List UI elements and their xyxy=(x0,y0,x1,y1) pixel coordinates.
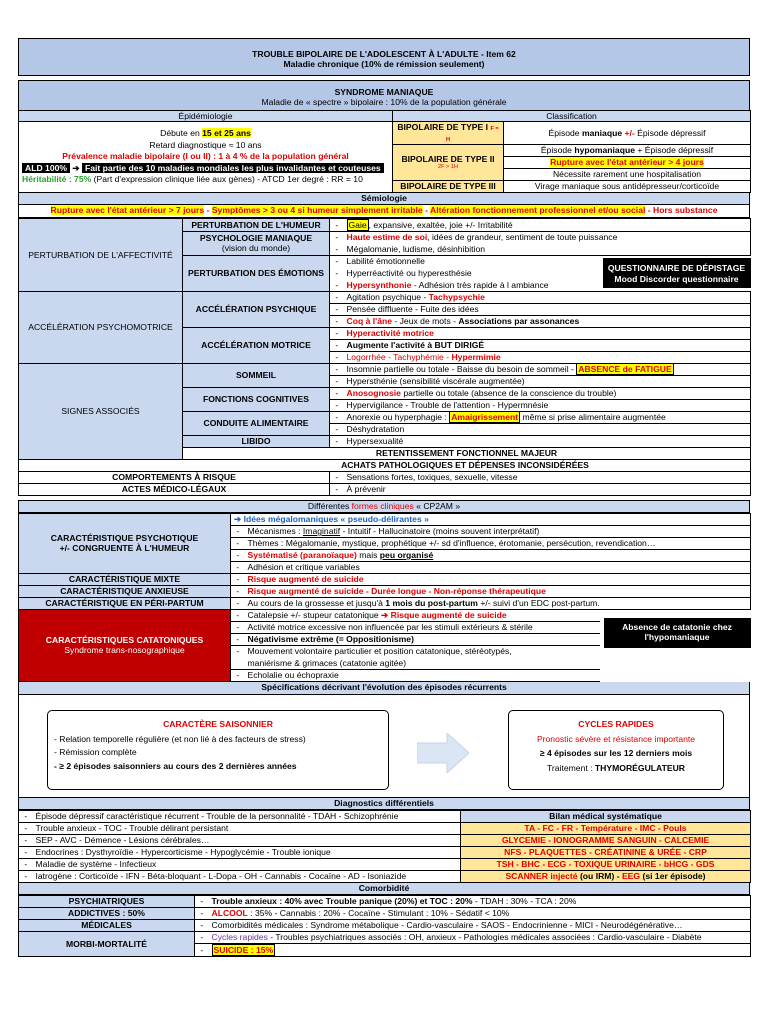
peri-value: Au cours de la grossesse et jusqu'à 1 mois du post-partum +/- suivi d'un EDC post-partum. xyxy=(245,597,751,609)
comorb-table: PSYCHIATRIQUES - Trouble anxieux : 40% avec Trouble panique (20%) et TOC : 20% - TDAH : 30% - TCA : 20% ADDICTIVES : 50% - ALCOOL : 35% - Cannabis : 20% - Cocaïne - Stimulant : 10% - Sédatif < 10% MÉDICALES - Comorbidités médicales : Syndrome métabolique - Cardio-vasculaire - SAOS - Endocrinienne - MICI - Neurodégénérative… MORBI-MORTALITÉ - Cycles rapides - Troubles psychiatriques associés : OH, anxieux - Pathologies médicales associées : Cardio-vasculaire - Diabète - SUICIDE : 15% xyxy=(18,895,751,957)
ps-line2: Mécanismes : Imaginatif - Intuitif - Hallucinatoire (moins souvent interprétatif) xyxy=(245,525,751,537)
ap-line3: Coq à l'âne - Jeux de mots - Associations par assonances xyxy=(344,315,751,327)
mm-line2: SUICIDE : 15% xyxy=(209,943,751,956)
specif-panel xyxy=(18,695,750,798)
ca1: Catalepsie +/- stupeur catatonique ➔ Risque augmenté de suicide xyxy=(245,609,600,621)
saison-line1: - Relation temporelle régulière (et non lié à des facteurs de stress) xyxy=(54,734,306,745)
ap-line2: Pensée diffluente - Fuite des idées xyxy=(344,303,751,315)
bilan-item: TSH - BHC - ECG - TOXIQUE URINAIRE - bHCG - GDS xyxy=(461,858,751,870)
diag-item: Endocrines : Dysthyroïdie - Hypercorticisme - Hypoglycémie - Trouble ionique xyxy=(33,846,461,858)
psycho-line1: Haute estime de soi, idées de grandeur, sentiment de toute puissance xyxy=(344,231,751,243)
conduite-label: CONDUITE ALIMENTAIRE xyxy=(183,411,330,435)
diag-table: - Épisode dépressif caractéristique récurrent - Trouble de la personnalité - TDAH - Schizophrénie Bilan médical systématique - Trouble anxieux - TOC - Trouble délirant persistant TA - FC - FR - Température - IMC - Pouls - SEP - AVC - Démence - Lésions cérébrales… GLYCEMIE - IONOGRAMME SANGUIN - CALCEMIE - Endocrines : Dysthyroïdie - Hypercorticisme - Hypoglycémie - Trouble ionique NFS - PLAQUETTES - CRÉATININE & URÉE - CRP - Maladie de système - Infectieux TSH - BHC - ECG - TOXIQUE URINAIRE - bHCG - GDS - Iatrogène : Corticoïde - IFN - Béta-bloquant - L-Dopa - OH - Cannabis - Cocaïne - AD - Isoniazide SCANNER injecté (ou IRM) - EEG (si 1er épisode) xyxy=(18,810,751,883)
cycles-box xyxy=(508,710,724,790)
cycles-line3: Traitement : THYMORÉGULATEUR xyxy=(547,762,685,773)
type2-line2: Rupture avec l'état antérieur > 4 jours xyxy=(504,156,751,168)
syndrome-subtitle: Maladie de « spectre » bipolaire : 10% de la population générale xyxy=(261,97,507,108)
psy-value: Trouble anxieux : 40% avec Trouble panique (20%) et TOC : 20% - TDAH : 30% - TCA : 20% xyxy=(209,895,751,907)
epidemio-line3: Prévalence maladie bipolaire (I ou II) : 1 à 4 % de la population général xyxy=(62,151,349,162)
title-box xyxy=(18,38,750,76)
type2-line3: Nécessite rarement une hospitalisation xyxy=(504,168,751,180)
type1-label: BIPOLAIRE DE TYPE I F = H xyxy=(393,122,504,144)
cycles-line2: ≥ 4 épisodes sur les 12 derniers mois xyxy=(539,748,693,759)
syndrome-title: SYNDROME MANIAQUE xyxy=(334,87,434,97)
actes-label: ACTES MÉDICO-LÉGAUX xyxy=(19,483,330,495)
libido-label: LIBIDO xyxy=(183,435,330,447)
fc-line2: Hypervigilance - Trouble de l'attention - Hypermnésie xyxy=(344,399,751,411)
psycho-line2: Mégalomanie, ludisme, désinhibition xyxy=(344,243,751,255)
retentissement: RETENTISSEMENT FONCTIONNEL MAJEUR xyxy=(183,447,751,459)
ca3: Négativisme extrême (= Oppositionisme) xyxy=(245,633,600,645)
ap-line1: Agitation psychique - Tachypsychie xyxy=(344,291,751,303)
epidemio-line2: Retard diagnostique ≈ 10 ans xyxy=(149,139,262,150)
saison-line3: - ≥ 2 épisodes saisonniers au cours des 2 dernières années xyxy=(54,760,297,771)
saison-title: CARACTÈRE SAISONNIER xyxy=(163,718,273,729)
semio-title: Sémiologie xyxy=(18,193,750,205)
emo-line3: Hypersynthonie - Adhésion très rapide à l ambiance xyxy=(344,279,599,291)
diag-item: Trouble anxieux - TOC - Trouble délirant persistant xyxy=(33,822,461,834)
syndrome-header xyxy=(18,80,750,110)
page xyxy=(18,38,750,957)
diag-item: Épisode dépressif caractéristique récurrent - Trouble de la personnalité - TDAH - Schizophrénie xyxy=(33,810,461,822)
signes-label: SIGNES ASSOCIÉS xyxy=(19,363,183,459)
peri-label: CARACTÉRISTIQUE EN PÉRI-PARTUM xyxy=(19,597,231,609)
epidemio-title: Épidémiologie xyxy=(19,111,393,122)
saison-box xyxy=(47,710,389,790)
page-title: TROUBLE BIPOLAIRE DE L'ADOLESCENT À L'ADULTE - Item 62 xyxy=(252,49,516,59)
morbi-label: MORBI-MORTALITÉ xyxy=(19,931,195,956)
type3-desc: Virage maniaque sous antidépresseur/corticoïde xyxy=(504,180,751,192)
diag-item: Maladie de système - Infectieux xyxy=(33,858,461,870)
bilan-item: TA - FC - FR - Température - IMC - Pouls xyxy=(461,822,751,834)
cycles-line1: Pronostic sévère et résistance importante xyxy=(536,734,696,745)
saison-line2: - Rémission complète xyxy=(54,747,137,758)
epidemio-line5: Héritabilité : 75% (Part d'expression clinique liée aux gènes) - ATCD 1er degré : RR = 10 xyxy=(22,174,363,185)
comport-value: Sensations fortes, toxiques, sexuelle, vitesse xyxy=(344,471,751,483)
ca-line2: Déshydratation xyxy=(344,423,751,435)
semio-table: PERTURBATION DE L'AFFECTIVITÉ PERTURBATION DE L'HUMEUR - Gaie , expansive, exaltée, joie +/- Irritabilité PSYCHOLOGIE MANIAQUE (vision du monde) - Haute estime de soi, idées de grandeur, sentiment de toute puissance - Mégalomanie, ludisme, désinhibition PERTURBATION DES ÉMOTIONS - Labilité émotionnelle QUESTIONNAIRE DE DÉPISTAGE Mood Discorder questionnaire - Hyperréactivité ou hyperesthésie - Hypersynthonie - Adhésion très rapide à l ambiance ACCÉLÉRATION PSYCHOMOTRICE ACCÉLÉRATION PSYCHIQUE - Agitation psychique - Tachypsychie - Pensée diffluente - Fuite des idées - Coq à l'âne - Jeux de mots - Associations par assonances ACCÉLÉRATION MOTRICE - Hyperactivité motrice - Augmente l'activité à BUT DIRIGÉ - Logorrhée - Tachyphémie - Hypermimie SIGNES ASSOCIÉS SOMMEIL - Insomnie partielle ou totale - Baisse du besoin de sommeil - ABSENCE de FATIGUE - Hypersthénie (sensibilité viscérale augmentée) FONCTIONS COGNITIVES - Anosognosie partielle ou totale (absence de la conscience du trouble) - Hypervigilance - Trouble de l'attention - Hypermnésie CONDUITE ALIMENTAIRE - Anorexie ou hyperphagie : Amaigrissement même si prise alimentaire augmentée - Déshydratation LIBIDO - Hypersexualité RETENTISSEMENT FONCTIONNEL MAJEUR ACHATS PATHOLOGIQUES ET DÉPENSES INCONSIDÉRÉES COMPORTEMENTS À RISQUE - Sensations fortes, toxiques, sexuelle, vitesse ACTES MÉDICO-LÉGAUX - À prévenir xyxy=(18,218,751,496)
page-subtitle: Maladie chronique (10% de rémission seulement) xyxy=(283,59,485,70)
som-line1: Insomnie partielle ou totale - Baisse du besoin de sommeil - ABSENCE de FATIGUE xyxy=(344,363,751,375)
cycles-title: CYCLES RAPIDES xyxy=(578,718,654,729)
ps-line5: Adhésion et critique variables xyxy=(245,561,751,573)
diag-item: SEP - AVC - Démence - Lésions cérébrales… xyxy=(33,834,461,846)
bilan-item: NFS - PLAQUETTES - CRÉATININE & URÉE - CRP xyxy=(461,846,751,858)
fonctions-label: FONCTIONS COGNITIVES xyxy=(183,387,330,411)
type1-desc: Épisode maniaque +/- Épisode dépressif xyxy=(504,122,751,144)
add-label: ADDICTIVES : 50% xyxy=(19,907,195,919)
psycho-label: PSYCHOLOGIE MANIAQUE (vision du monde) xyxy=(183,231,330,255)
mm-line1: Cycles rapides - Troubles psychiatriques associés : OH, anxieux - Pathologies médicales associées : Cardio-vasculaire - Diabète xyxy=(209,931,751,943)
diag-title: Diagnostics différentiels xyxy=(18,798,750,810)
semio-banner: Rupture avec l'état antérieur > 7 jours - Symptômes > 3 ou 4 si humeur simplement irritable - Altération fonctionnement professionnel et/ou social - Hors substance xyxy=(18,205,750,218)
sommeil-label: SOMMEIL xyxy=(183,363,330,387)
comport-label: COMPORTEMENTS À RISQUE xyxy=(19,471,330,483)
type2-line1: Épisode hypomaniaque + Épisode dépressif xyxy=(504,144,751,156)
anxieuse-value: Risque augmenté de suicide - Durée longue - Non-réponse thérapeutique xyxy=(245,585,751,597)
accel-label: ACCÉLÉRATION PSYCHOMOTRICE xyxy=(19,291,183,363)
catatonie-box: Absence de catatonie chez l'hypomaniaque xyxy=(604,618,751,648)
emotions-label: PERTURBATION DES ÉMOTIONS xyxy=(183,255,330,291)
am-line3: Logorrhée - Tachyphémie - Hypermimie xyxy=(344,351,751,363)
epidemio-classif-table xyxy=(18,110,751,193)
actes-value: À prévenir xyxy=(344,483,751,495)
am-line1: Hyperactivité motrice xyxy=(344,327,751,339)
fc-line1: Anosognosie partielle ou totale (absence de la conscience du trouble) xyxy=(344,387,751,399)
right-arrow-icon xyxy=(417,733,469,773)
anxieuse-label: CARACTÉRISTIQUE ANXIEUSE xyxy=(19,585,231,597)
ps-line3: Thèmes : Mégalomanie, mystique, prophétique +/- sd d'influence, érotomanie, persécution, revendication… xyxy=(245,537,751,549)
add-value: ALCOOL : 35% - Cannabis : 20% - Cocaïne - Stimulant : 10% - Sédatif < 10% xyxy=(209,907,751,919)
am-line2: Augmente l'activité à BUT DIRIGÉ xyxy=(344,339,751,351)
epidemio-line4: ALD 100% ➔ Fait partie des 10 maladies mondiales les plus invalidantes et couteuses xyxy=(19,163,392,175)
classif-title: Classification xyxy=(393,111,751,122)
questionnaire-box: QUESTIONNAIRE DE DÉPISTAGE Mood Discorder questionnaire xyxy=(603,258,751,288)
med-value: Comorbidités médicales : Syndrome métabolique - Cardio-vasculaire - SAOS - Endocrinienne - MICI - Neurodégénérative… xyxy=(209,919,751,931)
type2-label: BIPOLAIRE DE TYPE II 2F > 1H xyxy=(393,144,504,180)
diag-item: Iatrogène : Corticoïde - IFN - Béta-bloquant - L-Dopa - OH - Cannabis - Cocaïne - AD - Isoniazide xyxy=(33,870,461,882)
som-line2: Hypersthénie (sensibilité viscérale augmentée) xyxy=(344,375,751,387)
psy-label: PSYCHIATRIQUES xyxy=(19,895,195,907)
comorb-title: Comorbidité xyxy=(18,883,750,895)
emo-line1: Labilité émotionnelle xyxy=(344,255,599,267)
ca4b: maniérisme & grimaces (catatonie agitée) xyxy=(245,657,600,669)
bilan-last: SCANNER injecté (ou IRM) - EEG (si 1er épisode) xyxy=(461,870,751,882)
humeur-label: PERTURBATION DE L'HUMEUR xyxy=(183,218,330,231)
bilan-title: Bilan médical systématique xyxy=(461,810,751,822)
catatonic-label: CARACTÉRISTIQUES CATATONIQUES Syndrome trans-nosographique xyxy=(19,609,231,681)
psychotique-label: CARACTÉRISTIQUE PSYCHOTIQUE +/- CONGRUENTE À L'HUMEUR xyxy=(19,513,231,573)
mixte-value: Risque augmenté de suicide xyxy=(245,573,751,585)
formes-title: Différentes formes cliniques « CP2AM » xyxy=(18,500,750,513)
emo-line2: Hyperréactivité ou hyperesthésie xyxy=(346,268,472,279)
mixte-label: CARACTÉRISTIQUE MIXTE xyxy=(19,573,231,585)
ca-line1: Anorexie ou hyperphagie : Amaigrissement même si prise alimentaire augmentée xyxy=(344,411,751,423)
bilan-item: GLYCEMIE - IONOGRAMME SANGUIN - CALCEMIE xyxy=(461,834,751,846)
ca2: Activité motrice excessive non influencée par les stimuli extérieurs & stérile xyxy=(245,621,600,633)
accel-psy-label: ACCÉLÉRATION PSYCHIQUE xyxy=(183,291,330,327)
accel-mot-label: ACCÉLÉRATION MOTRICE xyxy=(183,327,330,363)
achats: ACHATS PATHOLOGIQUES ET DÉPENSES INCONSIDÉRÉES xyxy=(19,459,751,471)
libido-value: Hypersexualité xyxy=(344,435,751,447)
humeur-value: Gaie , expansive, exaltée, joie +/- Irritabilité xyxy=(344,218,751,231)
formes-table: CARACTÉRISTIQUE PSYCHOTIQUE +/- CONGRUENTE À L'HUMEUR ➔ Idées mégalomaniques « pseudo-délirantes » - Mécanismes : Imaginatif - Intuitif - Hallucinatoire (moins souvent interprétatif) - Thèmes : Mégalomanie, mystique, prophétique +/- sd d'influence, érotomanie, persécution, revendication… - Systématisé (paranoïaque) mais peu organisé - Adhésion et critique variables CARACTÉRISTIQUE MIXTE - Risque augmenté de suicide CARACTÉRISTIQUE ANXIEUSE - Risque augmenté de suicide - Durée longue - Non-réponse thérapeutique CARACTÉRISTIQUE EN PÉRI-PARTUM - Au cours de la grossesse et jusqu'à 1 mois du post-partum +/- suivi d'un EDC post-partum. CARACTÉRISTIQUES CATATONIQUES Syndrome trans-nosographique - Catalepsie +/- stupeur catatonique ➔ Risque augmenté de suicide Absence de catatonie chez l'hypomaniaque - Activité motrice excessive non influencée par les stimuli extérieurs & stérile - Négativisme extrême (= Oppositionisme) - Mouvement volontaire particulier et position catatonique, stéréotypés, maniérisme & grimaces (catatonie agitée) - Echolalie ou échopraxie xyxy=(18,513,751,682)
ca4: Mouvement volontaire particulier et position catatonique, stéréotypés, xyxy=(245,645,600,657)
epidemio-body xyxy=(19,122,393,192)
type3-label: BIPOLAIRE DE TYPE III xyxy=(393,180,504,192)
epidemio-line1: Débute en 15 et 25 ans xyxy=(160,128,251,139)
specif-title: Spécifications décrivant l'évolution des épisodes récurrents xyxy=(18,682,750,695)
affect-label: PERTURBATION DE L'AFFECTIVITÉ xyxy=(19,218,183,291)
med-label: MÉDICALES xyxy=(19,919,195,931)
ps-line4: Systématisé (paranoïaque) mais peu organisé xyxy=(245,549,751,561)
ps-line1: ➔ Idées mégalomaniques « pseudo-délirantes » xyxy=(231,513,751,525)
ca5: Echolalie ou échopraxie xyxy=(245,669,600,681)
